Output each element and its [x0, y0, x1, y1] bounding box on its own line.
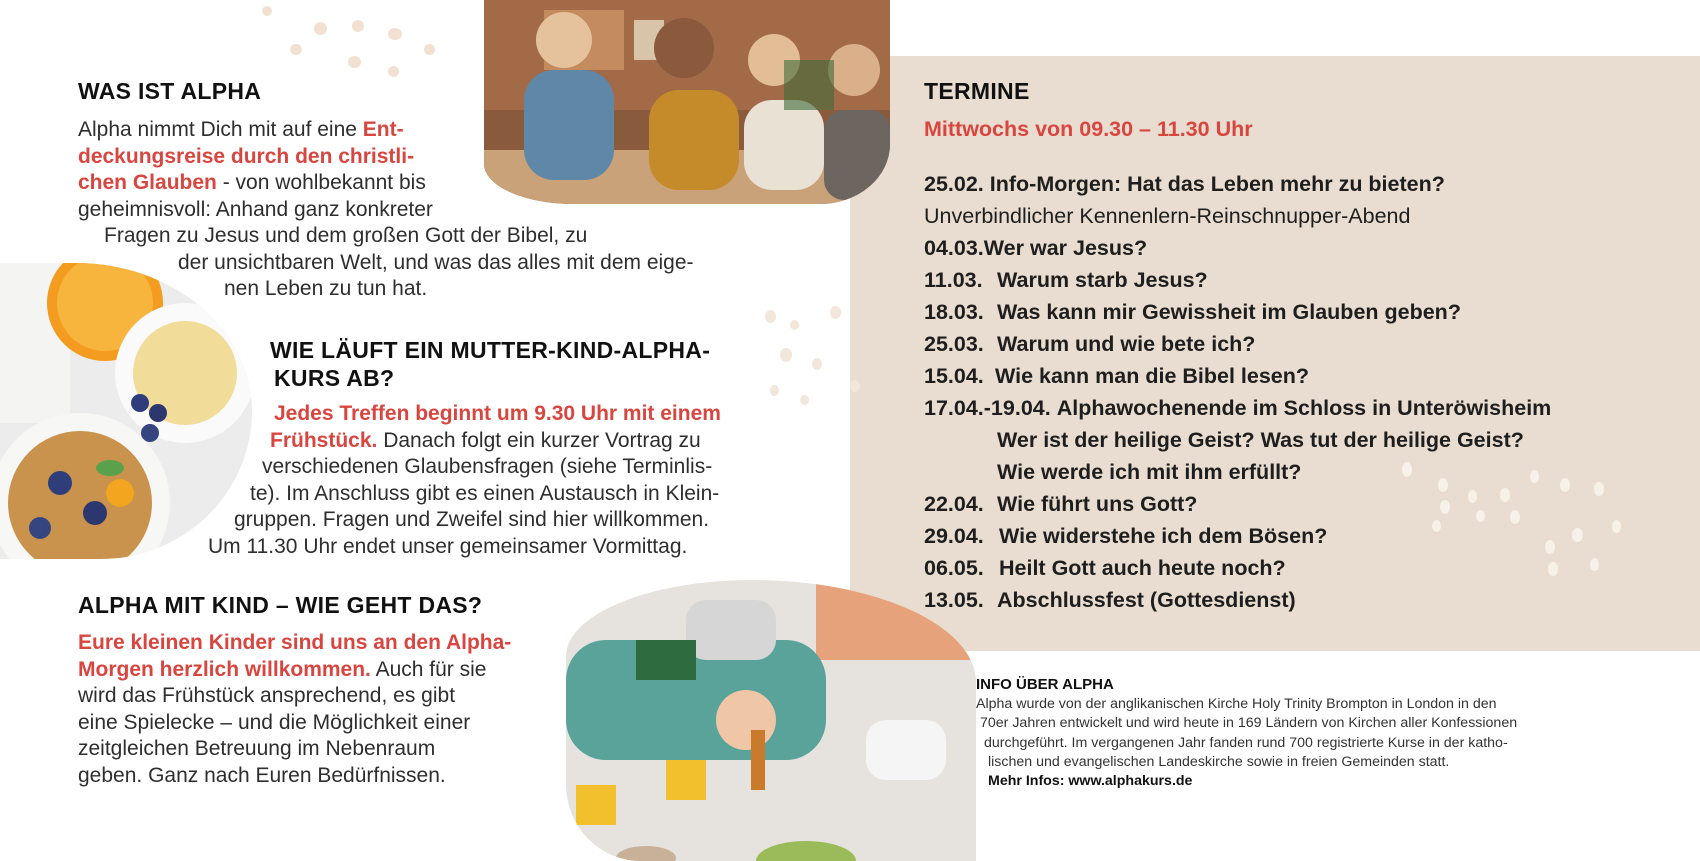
termin-text: Heilt Gott auch heute noch?: [999, 556, 1286, 580]
termin-row: [924, 552, 1551, 584]
text-fragment: Auch für sie: [375, 657, 487, 681]
photo-child-playing: [566, 580, 976, 861]
highlight-text: Jedes Treffen beginnt um 9.30 Uhr mit einem: [274, 402, 721, 425]
termin-row: [924, 360, 1551, 392]
info-line: 70er Jahren entwickelt und wird heute in 169 Ländern von Kirchen aller Konfessionen: [980, 715, 1518, 732]
termin-date: 18.03.: [924, 300, 984, 324]
termin-text: Warum starb Jesus?: [997, 268, 1208, 292]
info-link[interactable]: Mehr Infos: www.alphakurs.de: [988, 773, 1193, 790]
termin-row: [924, 584, 1551, 616]
text-line: nen Leben zu tun hat.: [224, 277, 428, 300]
termin-row: [924, 328, 1551, 360]
termin-row: [924, 264, 1551, 296]
termin-text: Wie widerstehe ich dem Bösen?: [999, 524, 1328, 548]
termin-text: Wer war Jesus?: [983, 236, 1148, 260]
text-line: der unsichtbaren Welt, und was das alles mit dem eige-: [178, 250, 694, 274]
text-line: Um 11.30 Uhr endet unser gemeinsamer Vormittag.: [208, 534, 688, 558]
text-line: Fragen zu Jesus und dem großen Gott der Bibel, zu: [104, 224, 588, 247]
text-fragment: Danach folgt ein kurzer Vortrag zu: [383, 428, 701, 452]
termin-text: Abschlussfest (Gottesdienst): [997, 588, 1296, 612]
highlight-text: deckungsreise durch den christli-: [78, 144, 415, 168]
termin-row: [924, 424, 1551, 456]
info-line: durchgeführt. Im vergangenen Jahr fanden rund 700 registrierte Kurse in der katho-: [984, 734, 1508, 751]
text-line: wird das Frühstück ansprechend, es gibt: [78, 684, 456, 707]
termin-date: 25.02.: [924, 172, 984, 196]
termin-date: 11.03.: [924, 268, 983, 292]
section-body-was-ist-alpha: [78, 117, 694, 303]
termin-row: [924, 168, 1551, 200]
text-line: te). Im Anschluss gibt es einen Austausch in Klein-: [250, 481, 720, 505]
section-title-wie-laeuft: [270, 336, 710, 392]
title-line: KURS AB?: [274, 365, 395, 391]
termin-row: [924, 488, 1551, 520]
termin-date: 13.05.: [924, 588, 984, 612]
text-fragment: Alpha nimmt Dich mit auf eine: [78, 118, 357, 141]
termin-text: Info-Morgen: Hat das Leben mehr zu bieten?: [989, 172, 1445, 196]
termin-row: [924, 296, 1551, 328]
termin-date: 15.04.: [924, 364, 984, 388]
termine-title: TERMINE: [924, 78, 1030, 104]
text-line: verschiedenen Glaubensfragen (siehe Terminlis-: [262, 455, 713, 478]
termin-row: [924, 200, 1551, 232]
text-line: gruppen. Fragen und Zweifel sind hier willkommen.: [234, 508, 710, 531]
termin-row: [924, 520, 1551, 552]
highlight-text: chen Glauben: [78, 171, 217, 194]
termin-text: Wie führt uns Gott?: [997, 492, 1198, 516]
text-line: geheimnisvoll: Anhand ganz konkreter: [78, 197, 433, 221]
termin-row: [924, 456, 1551, 488]
termin-text: Wer ist der heilige Geist? Was tut der heilige Geist?: [997, 428, 1524, 452]
text-line: [208, 428, 721, 455]
termin-row: [924, 232, 1551, 264]
highlight-text: Ent-: [362, 118, 404, 141]
text-line: [78, 117, 694, 144]
section-body-wie-laeuft: [208, 401, 721, 560]
termin-date: 25.03.: [924, 332, 984, 356]
text-line: [78, 657, 511, 684]
termin-date: 06.05.: [924, 556, 984, 580]
termine-subtitle: Mittwochs von 09.30 – 11.30 Uhr: [924, 117, 1253, 141]
title-line: WIE LÄUFT EIN MUTTER-KIND-ALPHA-: [270, 337, 711, 363]
section-body-alpha-mit-kind: [78, 630, 511, 789]
termin-row: [924, 392, 1551, 424]
termin-date: 22.04.: [924, 492, 984, 516]
info-body: [976, 695, 1626, 791]
termin-text: Wie werde ich mit ihm erfüllt?: [997, 460, 1302, 484]
text-fragment: - von wohlbekannt bis: [222, 171, 426, 194]
text-line: [78, 170, 694, 197]
highlight-text: Eure kleinen Kinder sind uns an den Alpha-: [78, 631, 512, 654]
termin-date: 17.04.-19.04.: [924, 396, 1051, 420]
termin-text: Alphawochenende im Schloss in Unteröwisheim: [1056, 396, 1552, 420]
termin-text: Unverbindlicher Kennenlern-Reinschnupper-Abend: [924, 204, 1411, 228]
info-line: Alpha wurde von der anglikanischen Kirche Holy Trinity Brompton in London in den: [976, 696, 1497, 712]
text-line: geben. Ganz nach Euren Bedürfnissen.: [78, 763, 446, 787]
section-title-alpha-mit-kind: ALPHA MIT KIND – WIE GEHT DAS?: [78, 592, 483, 618]
termin-text: Wie kann man die Bibel lesen?: [995, 364, 1310, 388]
termin-text: Warum und wie bete ich?: [997, 332, 1256, 356]
termine-list: [924, 168, 1551, 616]
highlight-text: Frühstück.: [270, 428, 378, 452]
info-line: lischen und evangelischen Landeskirche sowie in freien Gemeinden statt.: [988, 753, 1450, 770]
termin-text: Was kann mir Gewissheit im Glauben geben?: [997, 300, 1461, 324]
section-title-was-ist-alpha: WAS IST ALPHA: [78, 78, 262, 104]
termin-date: 04.03.: [924, 236, 984, 260]
text-line: eine Spielecke – und die Möglichkeit einer: [78, 710, 471, 734]
termin-date: 29.04.: [924, 524, 984, 548]
info-title: INFO ÜBER ALPHA: [976, 676, 1114, 693]
highlight-text: Morgen herzlich willkommen.: [78, 657, 371, 681]
text-line: zeitgleichen Betreuung im Nebenraum: [78, 737, 436, 760]
